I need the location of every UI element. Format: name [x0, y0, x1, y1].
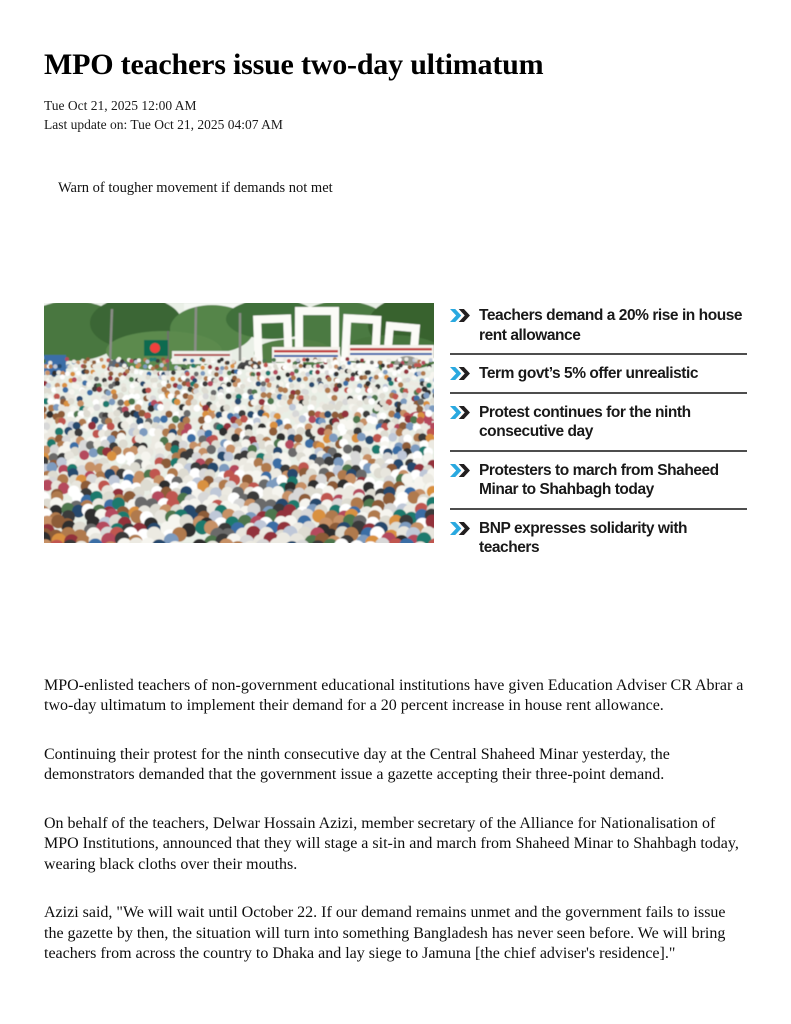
key-point-item [450, 303, 747, 355]
standfirst: Warn of tougher movement if demands not met [58, 180, 333, 196]
publish-date: Tue Oct 21, 2025 12:00 AM [44, 98, 197, 113]
article-body [44, 676, 747, 965]
key-points-panel [450, 303, 747, 566]
key-point-text: BNP expresses solidarity with teachers [479, 519, 688, 556]
update-date-value: Tue Oct 21, 2025 04:07 AM [130, 116, 283, 132]
article-paragraph: Continuing their protest for the ninth consecutive day at the Central Shaheed Minar yesterday, the demonstrators demanded that the government issue a gazette accepting their three-point demand. [44, 745, 670, 783]
double-chevron-icon [450, 464, 470, 477]
key-points-list [450, 303, 747, 566]
article-paragraph: On behalf of the teachers, Delwar Hossain Azizi, member secretary of the Alliance for Nationalisation of MPO Institutions, announced that they will stage a sit-in and march from Shaheed Minar to Shahbagh today, wearing black cloths over their mouths. [44, 814, 739, 873]
update-date-label: Last update on: [44, 116, 128, 132]
media-row [44, 303, 747, 566]
key-point-item [450, 394, 747, 452]
key-point-text: Teachers demand a 20% rise in house rent allowance [479, 307, 743, 344]
key-point-text: Term govt’s 5% offer unrealistic [479, 365, 699, 382]
article-paragraph: Azizi said, "We will wait until October 22. If our demand remains unmet and the government fails to issue the gazette by then, the situation will turn into something Bangladesh has never seen before. We will bring teachers from across the country to Dhaka and lay siege to Jamuna [the chief adviser's residence]." [44, 904, 726, 962]
double-chevron-icon [450, 406, 470, 419]
update-date [44, 116, 747, 135]
article-photo [44, 303, 434, 543]
date-block [44, 97, 747, 134]
key-point-text: Protesters to march from Shaheed Minar to Shahbagh today [479, 461, 719, 498]
double-chevron-icon [450, 367, 470, 380]
article-title: MPO teachers issue two-day ultimatum [44, 48, 544, 81]
key-point-text: Protest continues for the ninth consecutive day [479, 403, 691, 440]
double-chevron-icon [450, 522, 470, 535]
key-point-item [450, 452, 747, 510]
key-point-item [450, 355, 747, 394]
article-paragraph: MPO-enlisted teachers of non-government educational institutions have given Education Adviser CR Abrar a two-day ultimatum to implement their demand for a 20 percent increase in house rent allowance. [44, 676, 744, 714]
key-point-item [450, 510, 747, 566]
double-chevron-icon [450, 309, 470, 322]
protest-photo-illustration [44, 303, 434, 543]
